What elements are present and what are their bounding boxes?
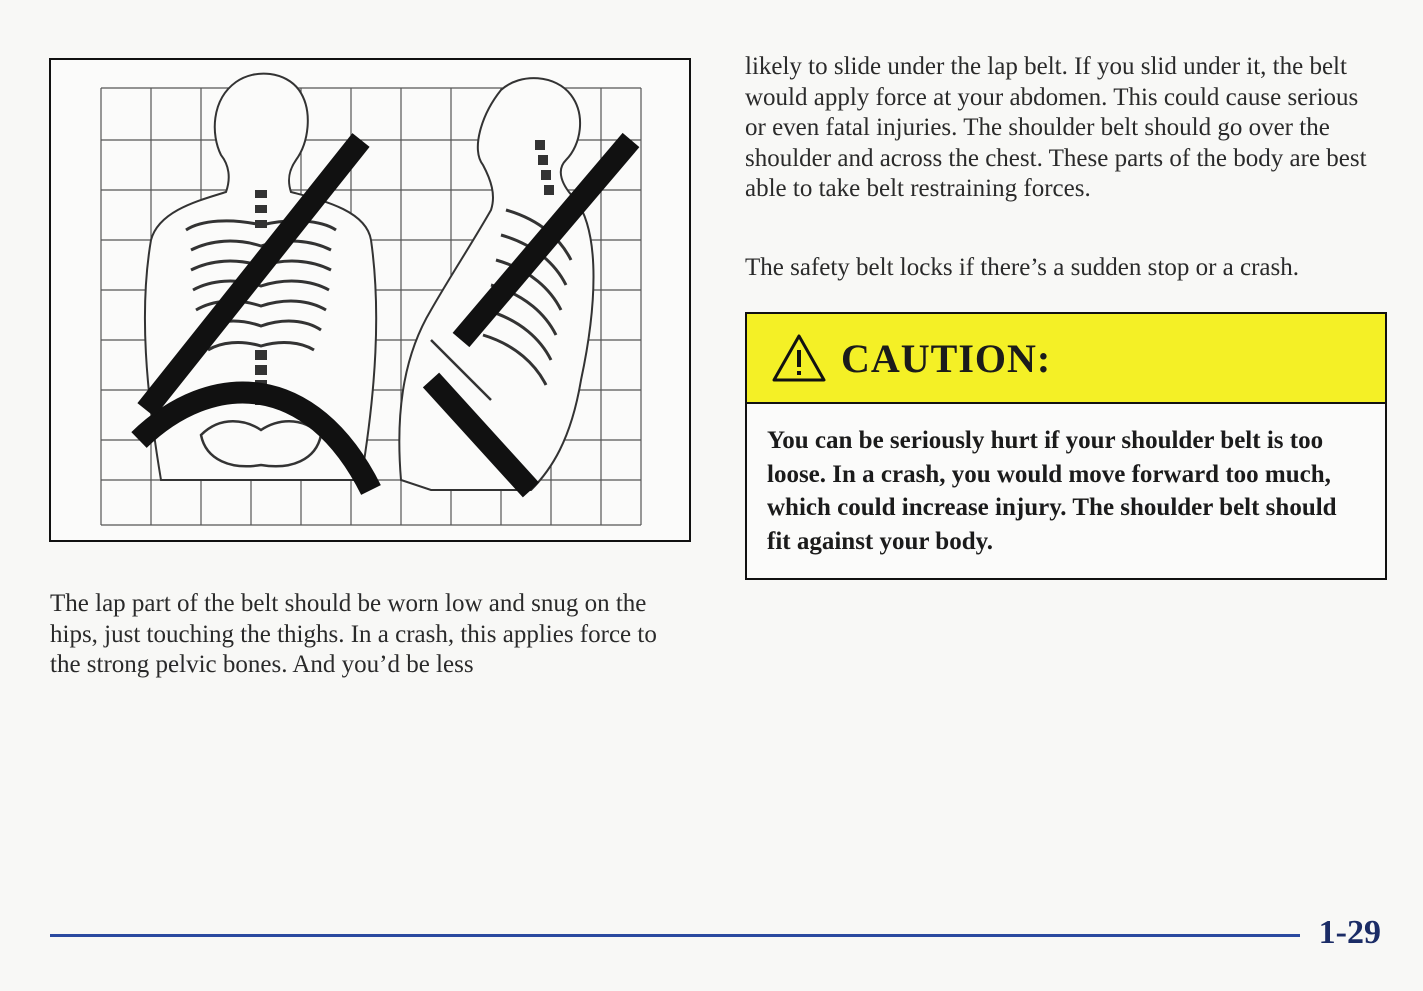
front-figure (139, 74, 376, 490)
warning-triangle-icon (771, 333, 827, 383)
seatbelt-skeleton-illustration (51, 60, 689, 540)
caution-header (747, 314, 1385, 404)
belt-locks-paragraph: The safety belt locks if there’s a sudden stop or a crash. (745, 254, 1299, 281)
page-number: 1-29 (1318, 914, 1381, 951)
caution-title: CAUTION: (841, 335, 1052, 381)
shoulder-belt-paragraph: likely to slide under the lap belt. If you slid under it, the belt would apply force at your abdomen. This could cause serious or even fatal injuries. The shoulder belt should go over the shoulder and across the chest. These parts of the body are best able to take belt restraining forces. (745, 53, 1367, 202)
lap-belt-paragraph: The lap part of the belt should be worn low and snug on the hips, just touching the thighs. In a crash, this applies force to the strong pelvic bones. And you’d be less (50, 590, 657, 678)
footer-rule (50, 934, 1300, 937)
caution-box (745, 312, 1387, 580)
caution-text: You can be seriously hurt if your shoulder belt is too loose. In a crash, you would move forward too much, which could increase injury. The shoulder belt should fit against your body. (767, 427, 1337, 555)
seatbelt-illustration (49, 58, 691, 542)
